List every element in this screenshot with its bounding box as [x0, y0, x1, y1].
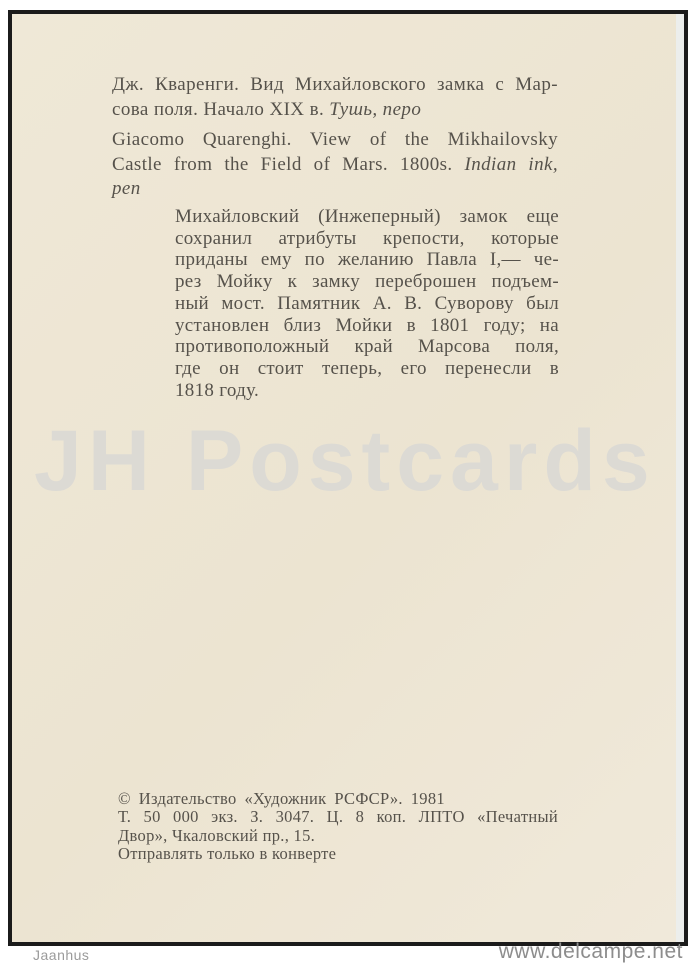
caption-en-line2-plain: Castle from the Field of Mars. 1800s. — [112, 153, 465, 175]
annotation-line: рез Мойку к замку переброшен подъем- — [175, 271, 559, 293]
caption-en-line1: Giacomo Quarenghi. View of the Mikhailovsky — [112, 129, 558, 150]
annotation-line: противоположный край Марсова поля, — [175, 336, 559, 358]
delcampe-url-label: www.delcampe.net — [498, 940, 683, 963]
imprint-copyright-line: © Издательство «Художник РСФСР». 1981 — [118, 789, 445, 808]
annotation-line: сохранил атрибуты крепости, которые — [175, 227, 559, 249]
annotation-line: приданы ему по желанию Павла I,— че- — [175, 249, 559, 271]
caption-block — [112, 73, 558, 202]
imprint-envelope-note: Отправлять только в конверте — [118, 844, 337, 864]
annotation-line: Михайловский (Инжеперный) замок еще — [175, 206, 559, 227]
caption-en-line2 — [112, 153, 558, 178]
caption-en-line2-italic: Indian ink, — [464, 153, 558, 175]
scanner-background-strip — [676, 14, 684, 942]
caption-ru-line2-plain: сова поля. Начало XIX в. — [112, 98, 330, 120]
postcard-back — [12, 14, 676, 942]
seller-name-label: Jaanhus — [33, 947, 90, 963]
annotation-line: ный мост. Памятник А. В. Суворову был — [175, 292, 559, 314]
caption-ru-line2-italic: Тушь, перо — [329, 98, 422, 120]
annotation-line: где он стоит теперь, его перенесли в — [175, 357, 559, 379]
caption-english — [112, 128, 558, 202]
caption-russian — [112, 73, 558, 122]
jh-postcards-watermark: JH Postcards — [34, 413, 656, 509]
annotation-line: установлен близ Мойки в 1801 году; на — [175, 314, 559, 336]
annotation-line: 1818 году. — [175, 379, 260, 401]
caption-ru-line1: Дж. Кваренги. Вид Михайловского замка с Мар- — [112, 74, 558, 95]
scan-black-frame — [8, 10, 688, 946]
caption-en-line3: pen — [112, 178, 141, 199]
caption-ru-line2 — [112, 98, 558, 123]
annotation-paragraph — [175, 206, 559, 401]
publisher-imprint — [118, 790, 558, 864]
imprint-address-line: Двор», Чкаловский пр., 15. — [118, 825, 316, 845]
imprint-edition-line: Т. 50 000 экз. З. 3047. Ц. 8 коп. ЛПТО «Печатный — [118, 807, 558, 827]
